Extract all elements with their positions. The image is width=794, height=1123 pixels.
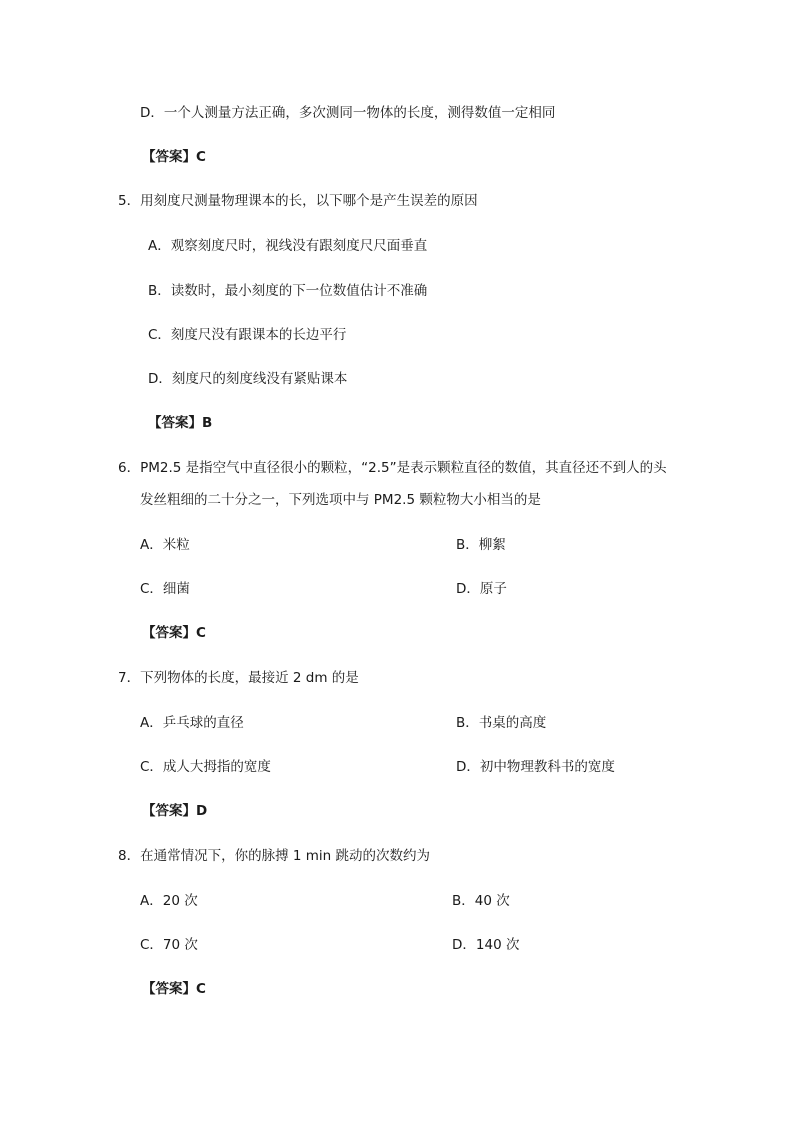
q5-option-b: B．读数时，最小刻度的下一位数值估计不准确 <box>148 283 428 299</box>
q8-option-c: C．70 次 <box>140 937 198 953</box>
q8-stem: 8．在通常情况下，你的脉搏 1 min 跳动的次数约为 <box>118 848 431 864</box>
q6-stem-line1: 6．PM2.5 是指空气中直径很小的颗粒，“2.5”是表示颗粒直径的数值，其直径还不到人的头 <box>118 460 667 476</box>
q5-option-d: D．刻度尺的刻度线没有紧贴课本 <box>148 371 348 387</box>
q4-answer: 【答案】C <box>142 149 206 165</box>
q5-option-a: A．观察刻度尺时，视线没有跟刻度尺尺面垂直 <box>148 238 428 254</box>
q6-stem-line2: 发丝粗细的二十分之一，下列选项中与 PM2.5 颗粒物大小相当的是 <box>140 492 541 508</box>
q7-option-d: D．初中物理教科书的宽度 <box>456 759 615 775</box>
q7-option-b: B．书桌的高度 <box>456 715 547 731</box>
q7-option-a: A．乒乓球的直径 <box>140 715 244 731</box>
q5-answer: 【答案】B <box>148 415 213 431</box>
q5-stem: 5．用刻度尺测量物理课本的长，以下哪个是产生误差的原因 <box>118 193 478 209</box>
q8-answer: 【答案】C <box>142 981 206 997</box>
q5-option-c: C．刻度尺没有跟课本的长边平行 <box>148 327 347 343</box>
q4-option-d: D．一个人测量方法正确，多次测同一物体的长度，测得数值一定相同 <box>140 105 556 121</box>
q6-option-c: C．细菌 <box>140 581 190 597</box>
q8-option-d: D．140 次 <box>452 937 520 953</box>
q6-option-d: D．原子 <box>456 581 507 597</box>
q6-option-b: B．柳絮 <box>456 537 506 553</box>
q8-option-b: B．40 次 <box>452 893 510 909</box>
q7-option-c: C．成人大拇指的宽度 <box>140 759 271 775</box>
q6-option-a: A．米粒 <box>140 537 190 553</box>
q7-answer: 【答案】D <box>142 803 208 819</box>
q6-answer: 【答案】C <box>142 625 206 641</box>
q7-stem: 7．下列物体的长度，最接近 2 dm 的是 <box>118 670 359 686</box>
q8-option-a: A．20 次 <box>140 893 198 909</box>
